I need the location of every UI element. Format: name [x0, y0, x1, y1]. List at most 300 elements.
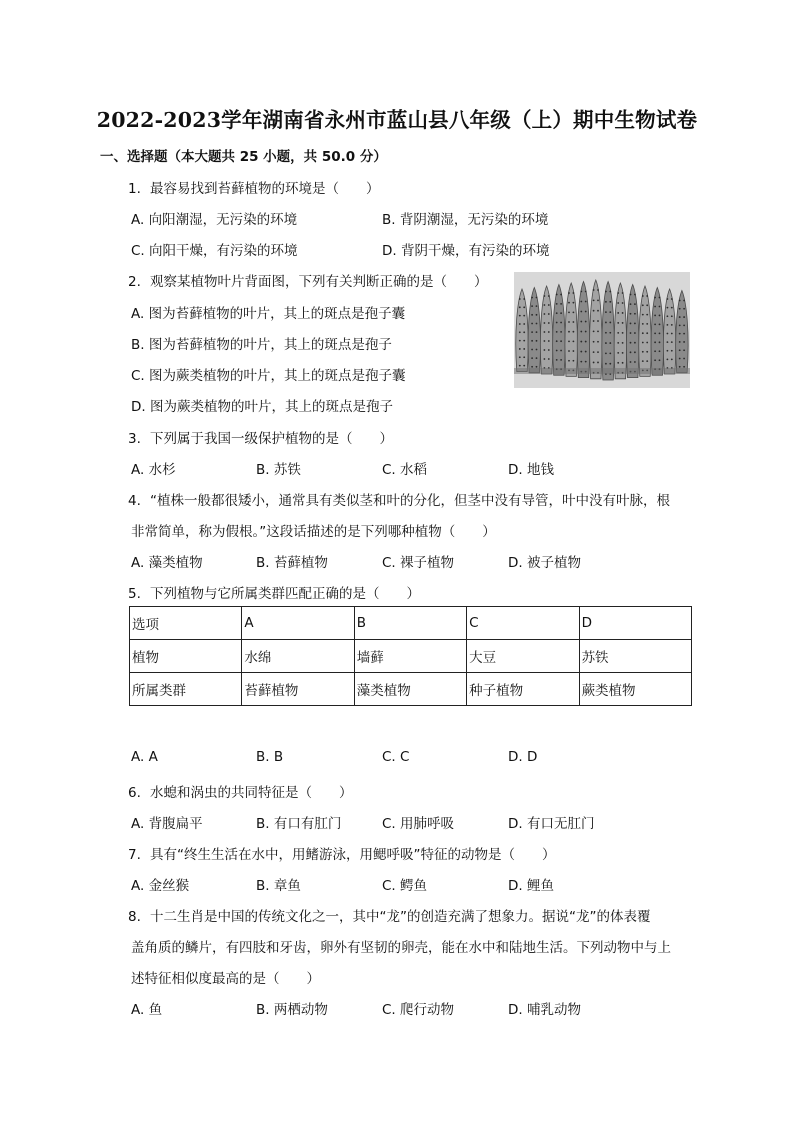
sorus-dot	[667, 341, 669, 343]
sorus-dot	[597, 299, 599, 301]
q5-option-d: D. D	[508, 749, 538, 765]
sorus-dot	[560, 359, 562, 361]
sorus-dot	[568, 311, 570, 313]
classification-table	[129, 606, 692, 706]
q8-option-c: C. 爬行动物	[382, 1002, 455, 1018]
q6-option-d: D. 有口无肛门	[508, 816, 595, 832]
sorus-dot	[667, 350, 669, 352]
question-2	[128, 270, 488, 290]
sorus-dot	[605, 332, 607, 334]
sorus-dot	[536, 297, 538, 299]
sorus-dot	[683, 358, 685, 360]
sorus-dot	[544, 331, 546, 333]
sorus-dot	[646, 295, 648, 297]
sorus-dot	[580, 331, 582, 333]
question-number: 2.	[128, 274, 141, 290]
sorus-dot	[646, 304, 648, 306]
sorus-dot	[679, 333, 681, 335]
table-cell: 水绵	[242, 640, 354, 673]
sorus-dot	[548, 322, 550, 324]
sorus-dot	[531, 331, 533, 333]
sorus-dot	[605, 301, 607, 303]
sorus-dot	[630, 303, 632, 305]
sorus-dot	[548, 304, 550, 306]
table-row	[130, 673, 692, 706]
table-cell: 苔藓植物	[242, 673, 354, 706]
sorus-dot	[544, 322, 546, 324]
sorus-dot	[593, 341, 595, 343]
sorus-dot	[630, 342, 632, 344]
sorus-dot	[659, 359, 661, 361]
sorus-dot	[556, 340, 558, 342]
question-6	[128, 781, 353, 801]
sorus-dot	[593, 331, 595, 333]
section-heading: 一、选择题（本大题共 25 小题，共 50.0 分）	[100, 149, 387, 165]
sorus-dot	[630, 294, 632, 296]
sorus-dot	[646, 351, 648, 353]
sorus-dot	[654, 306, 656, 308]
question-7	[128, 843, 556, 863]
sorus-dot	[634, 294, 636, 296]
fern-rachis	[514, 368, 690, 374]
sorus-dot	[630, 332, 632, 334]
sorus-dot	[671, 298, 673, 300]
sorus-dot	[536, 349, 538, 351]
sorus-dot	[659, 341, 661, 343]
q2-option-b: B. 图为苔藓植物的叶片，其上的斑点是孢子	[131, 337, 392, 353]
table-cell: 植物	[130, 640, 242, 673]
sorus-dot	[683, 300, 685, 302]
q2-option-a: A. 图为苔藓植物的叶片，其上的斑点是孢子囊	[131, 306, 406, 322]
q8-option-d: D. 哺乳动物	[508, 1002, 581, 1018]
sorus-dot	[609, 301, 611, 303]
sorus-dot	[556, 303, 558, 305]
sorus-dot	[667, 333, 669, 335]
sorus-dot	[536, 314, 538, 316]
sorus-dot	[654, 323, 656, 325]
sorus-dot	[523, 331, 525, 333]
q1-option-c: C. 向阳干燥，有污染的环境	[131, 243, 298, 259]
question-stem: 水螅和涡虫的共同特征是（ ）	[150, 785, 353, 801]
sorus-dot	[617, 292, 619, 294]
sorus-dot	[597, 320, 599, 322]
table-cell: A	[242, 607, 354, 640]
q3-option-c: C. 水稻	[382, 462, 428, 478]
sorus-dot	[536, 305, 538, 307]
sorus-dot	[568, 302, 570, 304]
sorus-dot	[585, 361, 587, 363]
question-1	[128, 177, 380, 197]
sorus-dot	[580, 321, 582, 323]
q3-option-b: B. 苏铁	[256, 462, 301, 478]
sorus-dot	[523, 323, 525, 325]
q4-option-a: A. 藻类植物	[131, 555, 203, 571]
q3-option-a: A. 水杉	[131, 462, 176, 478]
sorus-dot	[646, 332, 648, 334]
sorus-dot	[683, 349, 685, 351]
q7-option-b: B. 章鱼	[256, 878, 301, 894]
sorus-dot	[531, 349, 533, 351]
sorus-dot	[609, 291, 611, 293]
sorus-dot	[544, 313, 546, 315]
sorus-dot	[580, 351, 582, 353]
sorus-dot	[605, 322, 607, 324]
sorus-dot	[671, 350, 673, 352]
sorus-dot	[683, 308, 685, 310]
q5-option-b: B. B	[256, 749, 284, 765]
sorus-dot	[593, 320, 595, 322]
q4-option-b: B. 苔藓植物	[256, 555, 328, 571]
sorus-dot	[519, 340, 521, 342]
sorus-dot	[617, 332, 619, 334]
sorus-dot	[642, 351, 644, 353]
sorus-dot	[573, 331, 575, 333]
sorus-dot	[548, 340, 550, 342]
sorus-dot	[679, 324, 681, 326]
q8-option-b: B. 两栖动物	[256, 1002, 328, 1018]
sorus-dot	[634, 323, 636, 325]
q3-option-d: D. 地钱	[508, 462, 554, 478]
sorus-dot	[573, 360, 575, 362]
sorus-dot	[523, 348, 525, 350]
sorus-dot	[671, 315, 673, 317]
sorus-dot	[593, 289, 595, 291]
sorus-dot	[683, 324, 685, 326]
question-stem: 下列属于我国一级保护植物的是（ ）	[150, 431, 393, 447]
table-cell: 苏铁	[579, 640, 691, 673]
sorus-dot	[659, 306, 661, 308]
sorus-dot	[659, 315, 661, 317]
table-cell: 种子植物	[467, 673, 579, 706]
sorus-dot	[556, 294, 558, 296]
sorus-dot	[630, 313, 632, 315]
sorus-dot	[642, 323, 644, 325]
sorus-dot	[519, 331, 521, 333]
sorus-dot	[683, 316, 685, 318]
sorus-dot	[523, 306, 525, 308]
sorus-dot	[597, 289, 599, 291]
sorus-dot	[630, 323, 632, 325]
sorus-dot	[573, 321, 575, 323]
sorus-dot	[519, 365, 521, 367]
q1-option-a: A. 向阳潮湿，无污染的环境	[131, 212, 298, 228]
sorus-dot	[642, 295, 644, 297]
sorus-dot	[634, 351, 636, 353]
table-cell: 大豆	[467, 640, 579, 673]
question-4-stem-line-2: 非常简单，称为假根。”这段话描述的是下列哪种植物（ ）	[131, 524, 496, 540]
sorus-dot	[568, 331, 570, 333]
sorus-dot	[531, 305, 533, 307]
sorus-dot	[568, 360, 570, 362]
q6-option-c: C. 用肺呼吸	[382, 816, 455, 832]
sorus-dot	[573, 311, 575, 313]
table-cell: 所属类群	[130, 673, 242, 706]
sorus-dot	[654, 341, 656, 343]
sorus-dot	[622, 342, 624, 344]
sorus-dot	[659, 332, 661, 334]
sorus-dot	[683, 366, 685, 368]
sorus-dot	[634, 342, 636, 344]
table-row	[130, 640, 692, 673]
sorus-dot	[585, 331, 587, 333]
sorus-dot	[622, 332, 624, 334]
q7-option-c: C. 鳄鱼	[382, 878, 428, 894]
sorus-dot	[597, 362, 599, 364]
sorus-dot	[659, 350, 661, 352]
sorus-dot	[523, 365, 525, 367]
sorus-dot	[667, 307, 669, 309]
sorus-dot	[531, 366, 533, 368]
sorus-dot	[609, 332, 611, 334]
sorus-dot	[560, 340, 562, 342]
sorus-dot	[548, 313, 550, 315]
sorus-dot	[622, 302, 624, 304]
sorus-dot	[560, 350, 562, 352]
sorus-dot	[630, 361, 632, 363]
sorus-dot	[585, 311, 587, 313]
sorus-dot	[593, 299, 595, 301]
question-stem: 具有“终生生活在水中，用鳍游泳，用鳃呼吸”特征的动物是（ ）	[150, 847, 556, 863]
question-5	[128, 582, 420, 602]
sorus-dot	[659, 297, 661, 299]
sorus-dot	[519, 348, 521, 350]
table-cell: D	[579, 607, 691, 640]
sorus-dot	[646, 314, 648, 316]
sorus-dot	[617, 362, 619, 364]
question-4	[128, 489, 670, 509]
sorus-dot	[568, 340, 570, 342]
sorus-dot	[593, 310, 595, 312]
q6-option-a: A. 背腹扁平	[131, 816, 203, 832]
question-stem-line-1: 十二生肖是中国的传统文化之一，其中“龙”的创造充满了想象力。据说“龙”的体表覆	[150, 909, 651, 925]
sorus-dot	[544, 295, 546, 297]
sorus-dot	[556, 322, 558, 324]
sorus-dot	[679, 316, 681, 318]
sorus-dot	[622, 322, 624, 324]
sorus-dot	[634, 332, 636, 334]
sorus-dot	[573, 350, 575, 352]
sorus-dot	[667, 298, 669, 300]
table-cell: 藻类植物	[354, 673, 466, 706]
question-number: 4.	[128, 493, 141, 509]
sorus-dot	[679, 358, 681, 360]
sorus-dot	[659, 323, 661, 325]
sorus-dot	[642, 332, 644, 334]
sorus-dot	[548, 358, 550, 360]
sorus-dot	[634, 303, 636, 305]
q8-option-a: A. 鱼	[131, 1002, 163, 1018]
question-stem: 观察某植物叶片背面图，下列有关判断正确的是（ ）	[150, 274, 488, 290]
q4-option-c: C. 裸子植物	[382, 555, 455, 571]
q1-option-b: B. 背阴潮湿，无污染的环境	[382, 212, 549, 228]
question-stem: 最容易找到苔藓植物的环境是（ ）	[150, 181, 380, 197]
sorus-dot	[585, 351, 587, 353]
sorus-dot	[556, 331, 558, 333]
sorus-dot	[519, 315, 521, 317]
sorus-dot	[531, 297, 533, 299]
sorus-dot	[667, 315, 669, 317]
question-number: 1.	[128, 181, 141, 197]
sorus-dot	[630, 351, 632, 353]
sorus-dot	[548, 331, 550, 333]
sorus-dot	[519, 323, 521, 325]
sorus-dot	[536, 331, 538, 333]
sorus-dot	[671, 324, 673, 326]
sorus-dot	[679, 349, 681, 351]
sorus-dot	[544, 358, 546, 360]
sorus-dot	[580, 291, 582, 293]
sorus-dot	[605, 311, 607, 313]
sorus-dot	[646, 360, 648, 362]
q6-option-b: B. 有口有肛门	[256, 816, 342, 832]
sorus-dot	[585, 301, 587, 303]
sorus-dot	[580, 361, 582, 363]
sorus-dot	[671, 358, 673, 360]
sorus-dot	[679, 341, 681, 343]
sorus-dot	[667, 358, 669, 360]
table-row	[130, 607, 692, 640]
sorus-dot	[580, 311, 582, 313]
sorus-dot	[683, 333, 685, 335]
sorus-dot	[671, 341, 673, 343]
sorus-dot	[531, 314, 533, 316]
sorus-dot	[556, 312, 558, 314]
sorus-dot	[605, 363, 607, 365]
sorus-dot	[573, 302, 575, 304]
sorus-dot	[642, 360, 644, 362]
question-number: 6.	[128, 785, 141, 801]
question-3	[128, 427, 393, 447]
q7-option-d: D. 鲤鱼	[508, 878, 554, 894]
sorus-dot	[560, 303, 562, 305]
sorus-dot	[605, 352, 607, 354]
sorus-dot	[617, 352, 619, 354]
sorus-dot	[642, 342, 644, 344]
sorus-dot	[654, 350, 656, 352]
sorus-dot	[622, 352, 624, 354]
sorus-dot	[519, 356, 521, 358]
q4-option-d: D. 被子植物	[508, 555, 581, 571]
sorus-dot	[585, 341, 587, 343]
sorus-dot	[609, 322, 611, 324]
sorus-dot	[556, 359, 558, 361]
sorus-dot	[646, 323, 648, 325]
sorus-dot	[536, 357, 538, 359]
sorus-dot	[560, 312, 562, 314]
sorus-dot	[597, 341, 599, 343]
sorus-dot	[622, 292, 624, 294]
question-number: 5.	[128, 586, 141, 602]
question-8-stem-line-3: 述特征相似度最高的是（ ）	[131, 971, 320, 987]
sorus-dot	[536, 366, 538, 368]
fern-leaf-underside-image	[514, 272, 690, 388]
sorus-dot	[536, 323, 538, 325]
sorus-dot	[560, 322, 562, 324]
sorus-dot	[531, 340, 533, 342]
sorus-dot	[536, 340, 538, 342]
sorus-dot	[519, 298, 521, 300]
sorus-dot	[573, 292, 575, 294]
sorus-dot	[654, 359, 656, 361]
sorus-dot	[683, 341, 685, 343]
sorus-dot	[568, 292, 570, 294]
sorus-dot	[580, 301, 582, 303]
sorus-dot	[654, 332, 656, 334]
sorus-dot	[573, 340, 575, 342]
table-cell: 蕨类植物	[579, 673, 691, 706]
q7-option-a: A. 金丝猴	[131, 878, 190, 894]
sorus-dot	[654, 315, 656, 317]
sorus-dot	[609, 342, 611, 344]
sorus-dot	[609, 352, 611, 354]
table-cell: 墙藓	[354, 640, 466, 673]
sorus-dot	[671, 307, 673, 309]
sorus-dot	[667, 324, 669, 326]
table-cell: B	[354, 607, 466, 640]
question-stem: 下列植物与它所属类群匹配正确的是（ ）	[150, 586, 420, 602]
sorus-dot	[544, 304, 546, 306]
sorus-dot	[617, 312, 619, 314]
sorus-dot	[609, 363, 611, 365]
sorus-dot	[622, 362, 624, 364]
sorus-dot	[531, 357, 533, 359]
sorus-dot	[597, 351, 599, 353]
sorus-dot	[642, 314, 644, 316]
sorus-dot	[560, 294, 562, 296]
question-number: 7.	[128, 847, 141, 863]
sorus-dot	[634, 361, 636, 363]
question-number: 8.	[128, 909, 141, 925]
sorus-dot	[642, 304, 644, 306]
sorus-dot	[679, 366, 681, 368]
sorus-dot	[617, 302, 619, 304]
sorus-dot	[568, 321, 570, 323]
question-number: 3.	[128, 431, 141, 447]
sorus-dot	[568, 350, 570, 352]
sorus-dot	[671, 333, 673, 335]
sorus-dot	[560, 331, 562, 333]
q5-option-a: A. A	[131, 749, 158, 765]
sorus-dot	[585, 321, 587, 323]
sorus-dot	[523, 356, 525, 358]
sorus-dot	[605, 291, 607, 293]
sorus-dot	[593, 362, 595, 364]
sorus-dot	[597, 331, 599, 333]
sorus-dot	[597, 310, 599, 312]
q2-option-d: D. 图为蕨类植物的叶片，其上的斑点是孢子	[131, 399, 393, 415]
question-8	[128, 905, 650, 925]
sorus-dot	[544, 340, 546, 342]
sorus-dot	[544, 349, 546, 351]
table-cell: C	[467, 607, 579, 640]
question-8-stem-line-2: 盖角质的鳞片，有四肢和牙齿，卵外有坚韧的卵壳，能在水中和陆地生活。下列动物中与上	[131, 940, 671, 956]
sorus-dot	[617, 342, 619, 344]
q5-option-c: C. C	[382, 749, 410, 765]
sorus-dot	[646, 342, 648, 344]
sorus-dot	[605, 342, 607, 344]
q1-option-d: D. 背阴干燥，有污染的环境	[382, 243, 550, 259]
sorus-dot	[634, 313, 636, 315]
sorus-dot	[523, 298, 525, 300]
sorus-dot	[593, 351, 595, 353]
sorus-dot	[548, 295, 550, 297]
sorus-dot	[580, 341, 582, 343]
sorus-dot	[679, 308, 681, 310]
sorus-dot	[622, 312, 624, 314]
q2-option-c: C. 图为蕨类植物的叶片，其上的斑点是孢子囊	[131, 368, 406, 384]
sorus-dot	[531, 323, 533, 325]
sorus-dot	[523, 315, 525, 317]
